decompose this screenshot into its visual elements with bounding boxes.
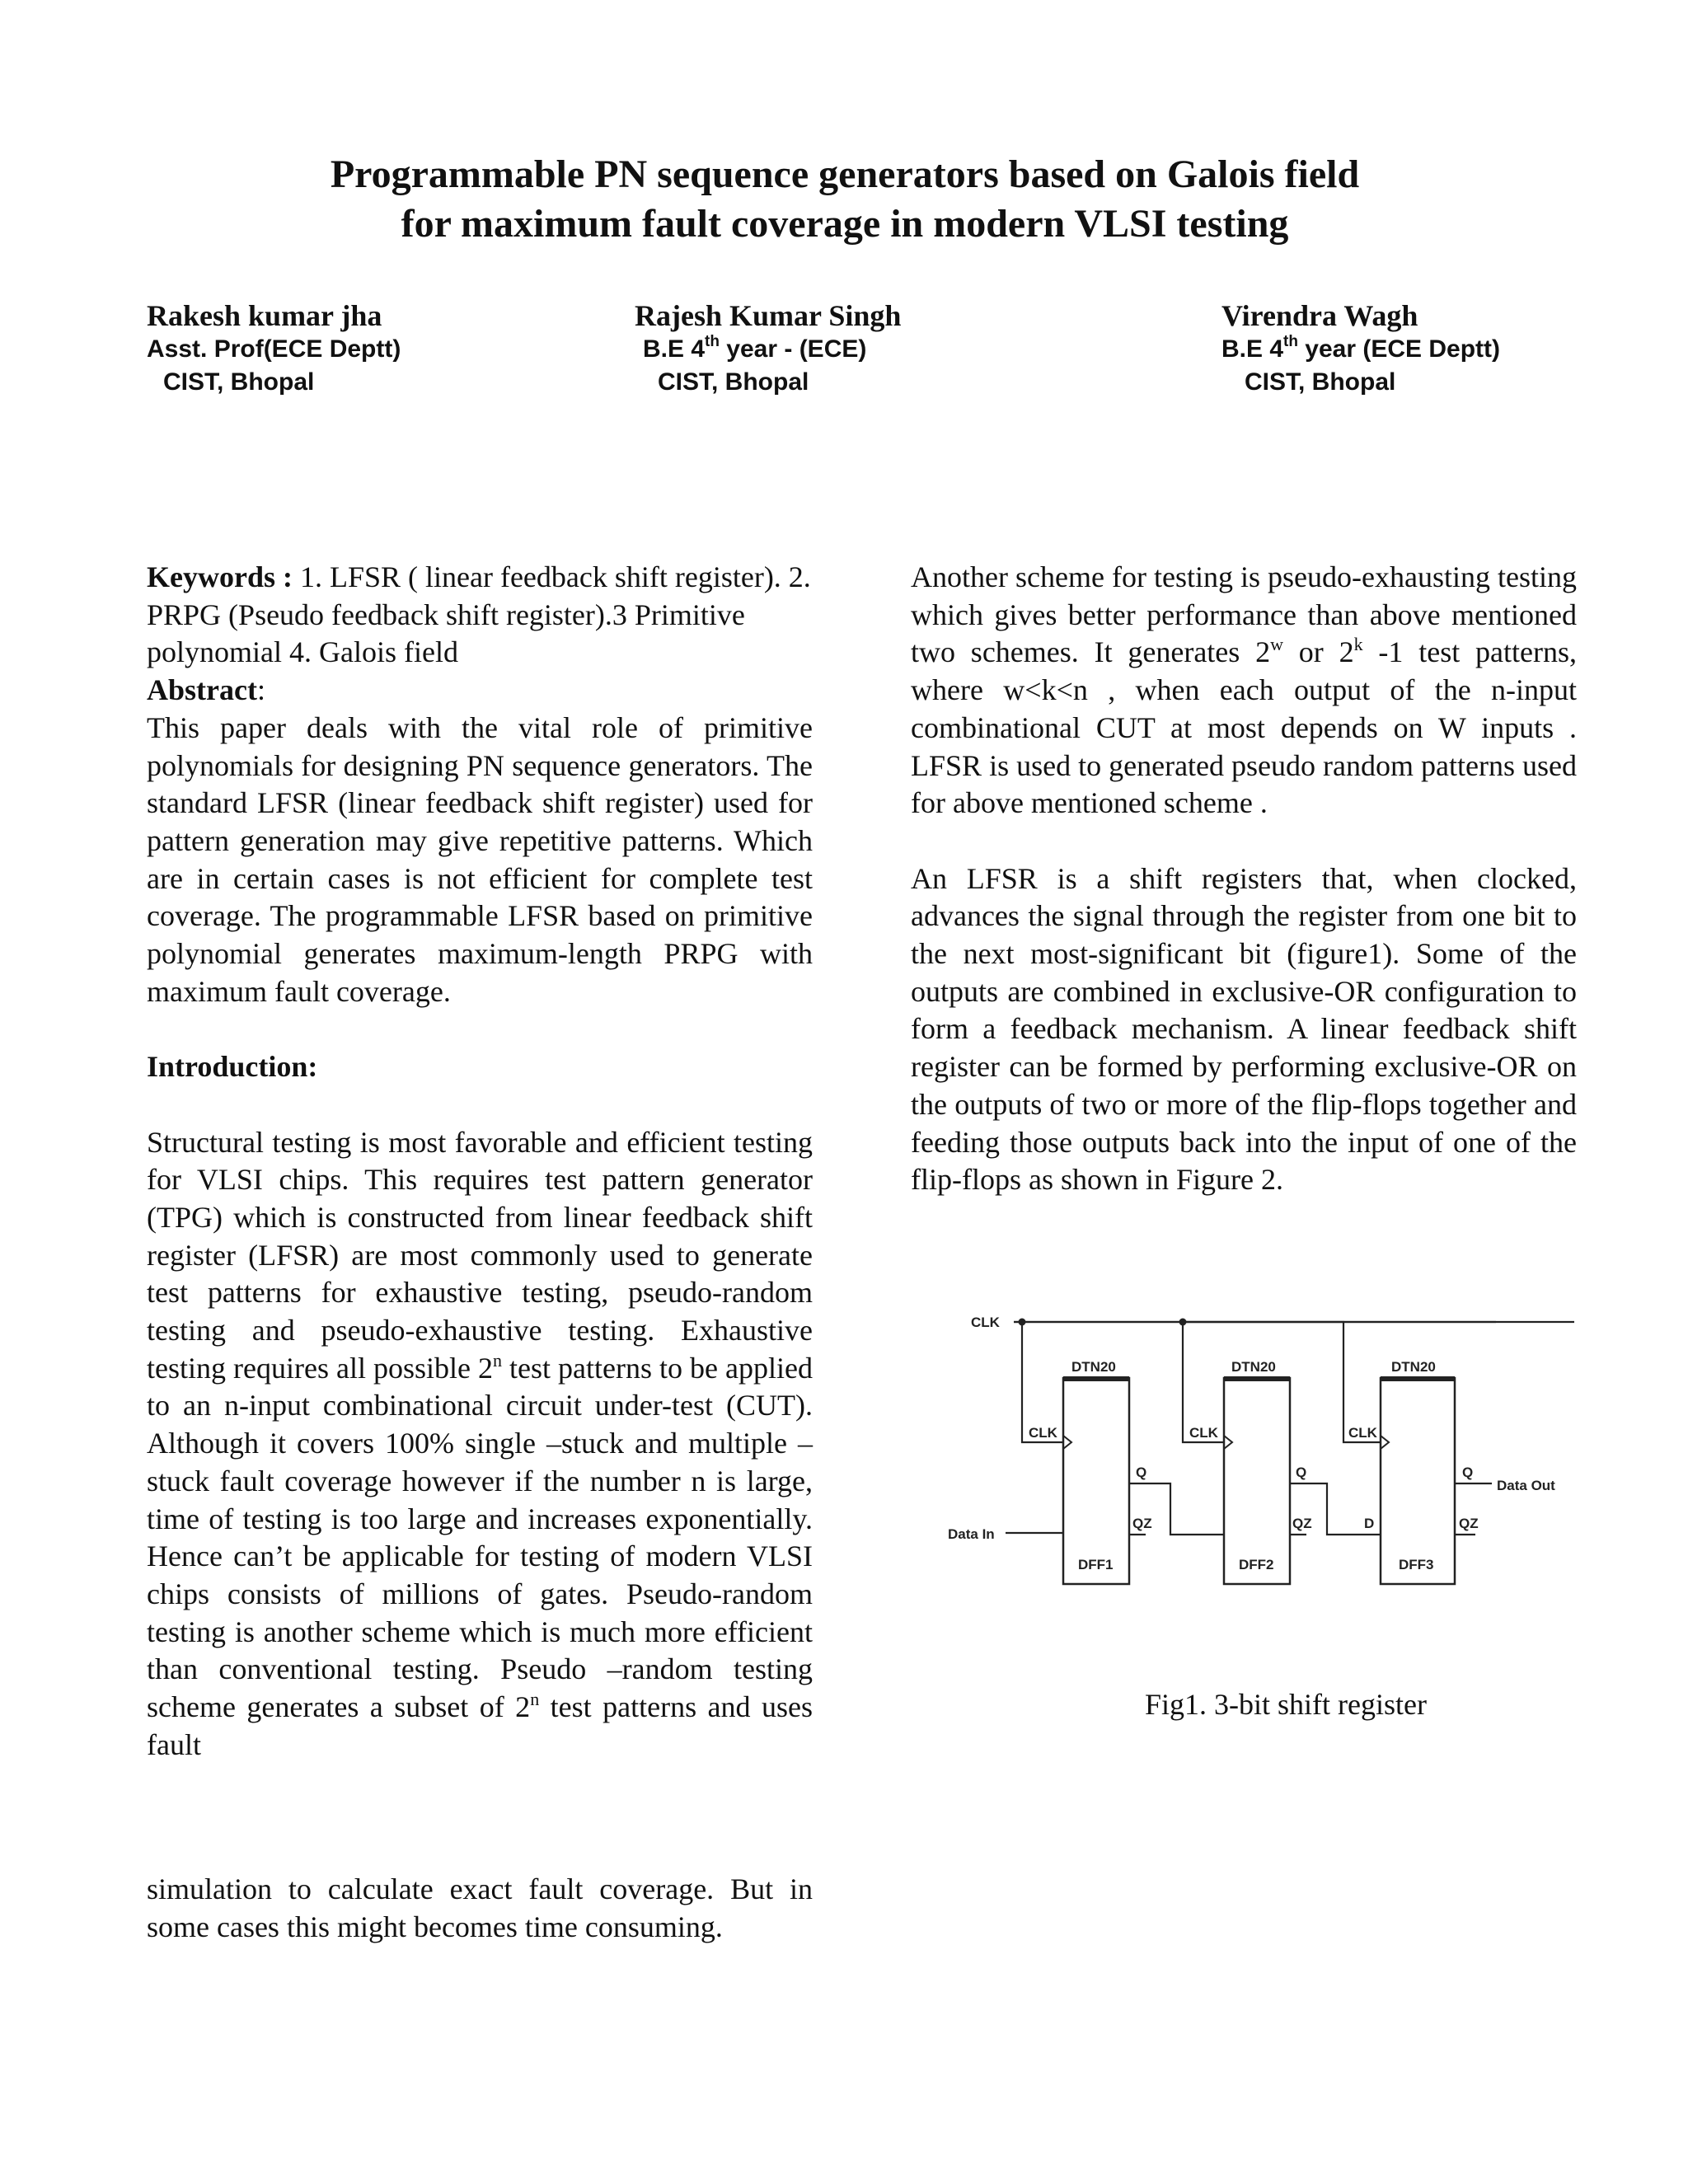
- ff2-q-label: Q: [1296, 1465, 1307, 1480]
- title-line-2: for maximum fault coverage in modern VLSI testing: [401, 202, 1289, 246]
- clk-label: CLK: [971, 1315, 1000, 1330]
- ff2-clk-label: CLK: [1189, 1425, 1218, 1441]
- left-column: [147, 559, 813, 1764]
- ff1-clk-label: CLK: [1029, 1425, 1057, 1441]
- ff1-qz-label: QZ: [1132, 1516, 1152, 1531]
- author-name: Rajesh Kumar Singh: [635, 299, 902, 332]
- ff3-d-label: D: [1364, 1516, 1375, 1531]
- ff1-q-label: Q: [1136, 1465, 1147, 1480]
- author-block-1: [147, 298, 401, 399]
- ff2-header-label: DTN20: [1231, 1359, 1276, 1375]
- data-in-label: Data In: [948, 1526, 995, 1542]
- clk-junction-dot: [1179, 1319, 1187, 1326]
- ff3-clk-label: CLK: [1348, 1425, 1377, 1441]
- keywords-label: Keywords :: [147, 560, 293, 593]
- lfsr-paragraph: An LFSR is a shift registers that, when clocked, advances the signal through the register from one bit to the next most-significant bit (figure1). Some of the outputs are combined in exclusive-OR configuration to form a feedback mechanism. A linear feedback shift register can be formed by performing exclusive-OR on the outputs of two or more of the flip-flops together and feeding those outputs back into the input of one of the flip-flops as shown in Figure 2.: [911, 861, 1577, 1197]
- right-column: [911, 559, 1577, 1199]
- author-block-2: [635, 298, 901, 399]
- figure-caption: Fig1. 3-bit shift register: [1145, 1688, 1427, 1721]
- flip-flop-dff1: [1063, 1378, 1129, 1584]
- pseudo-exhaustive-paragraph: Another scheme for testing is pseudo-exhausting testing which gives better performance than above mentioned two schemes. It generates 2$^w$ or 2$^k$ -1 test patterns, where w<k<n , when each output of the n-input combinational CUT at most depends on W inputs . LFSR is used to generated pseudo random patterns used for above mentioned scheme .: [911, 560, 1577, 820]
- title-line-1: Programmable PN sequence generators based on Galois field: [330, 152, 1360, 196]
- ff3-header-label: DTN20: [1391, 1359, 1436, 1375]
- author-institution: CIST, Bhopal: [1245, 368, 1396, 396]
- introduction-paragraph: Structural testing is most favorable and efficient testing for VLSI chips. This requires test pattern generator (TPG) which is constructed from linear feedback shift register (LFSR) are most commonly used to generate test patterns for exhaustive testing, pseudo-random testing and pseudo-exhaustive testing. Exhaustive testing requires all possible 2$^n$ test patterns to be applied to an n-input combinational circuit under-test (CUT). Although it covers 100% single –stuck and multiple –stuck fault coverage however if the number n is large, time of testing is too large and increases exponentially. Hence can’t be applicable for testing of modern VLSI chips consists of millions of gates. Pseudo-random testing is another scheme which is much more efficient than conventional testing. Pseudo –random testing scheme generates a subset of 2$^n$ test patterns and uses fault: [147, 1125, 813, 1761]
- clk-junction-dot: [1019, 1319, 1026, 1326]
- author-block-3: [1221, 298, 1500, 399]
- author-affiliation: Asst. Prof(ECE Deptt): [147, 335, 401, 363]
- ff3-qz-label: QZ: [1459, 1516, 1479, 1531]
- introduction-continuation: simulation to calculate exact fault coverage. But in some cases this might becomes time consuming.: [147, 1872, 813, 1943]
- ff3-q-label: Q: [1462, 1465, 1474, 1480]
- author-affiliation: B.E 4th year - (ECE): [643, 333, 867, 363]
- author-institution: CIST, Bhopal: [163, 368, 315, 396]
- introduction-heading: Introduction:: [147, 1050, 318, 1084]
- abstract-text: This paper deals with the vital role of primitive polynomials for designing PN sequence generators. The standard LFSR (linear feedback shift register) used for pattern generation may give repetitive patterns. Which are in certain cases is not efficient for complete test coverage. The programmable LFSR based on primitive polynomial generates maximum-length PRPG with maximum fault coverage.: [147, 710, 813, 1008]
- author-institution: CIST, Bhopal: [658, 368, 809, 396]
- keywords: [147, 559, 813, 672]
- ff1-name-label: DFF1: [1078, 1557, 1114, 1572]
- ff2-name-label: DFF2: [1239, 1557, 1274, 1572]
- ff3-name-label: DFF3: [1399, 1557, 1434, 1572]
- keywords-text: 1. LFSR ( linear feedback shift register). 2. PRPG (Pseudo feedback shift register).3 Primitive polynomial 4. Galois field: [147, 560, 811, 669]
- abstract-heading: Abstract:: [147, 673, 265, 707]
- left-column-tail: [147, 1871, 813, 1946]
- ff1-header-label: DTN20: [1071, 1359, 1116, 1375]
- paper-title: [148, 150, 1541, 249]
- author-name: Rakesh kumar jha: [147, 299, 382, 332]
- author-name: Virendra Wagh: [1221, 299, 1418, 332]
- flip-flop-dff2: [1224, 1378, 1290, 1584]
- author-affiliation: B.E 4th year (ECE Deptt): [1221, 333, 1501, 363]
- data-out-label: Data Out: [1497, 1478, 1555, 1493]
- ff2-qz-label: QZ: [1292, 1516, 1312, 1531]
- flip-flop-dff3: [1381, 1378, 1455, 1584]
- shift-register-diagram: [948, 1294, 1574, 1673]
